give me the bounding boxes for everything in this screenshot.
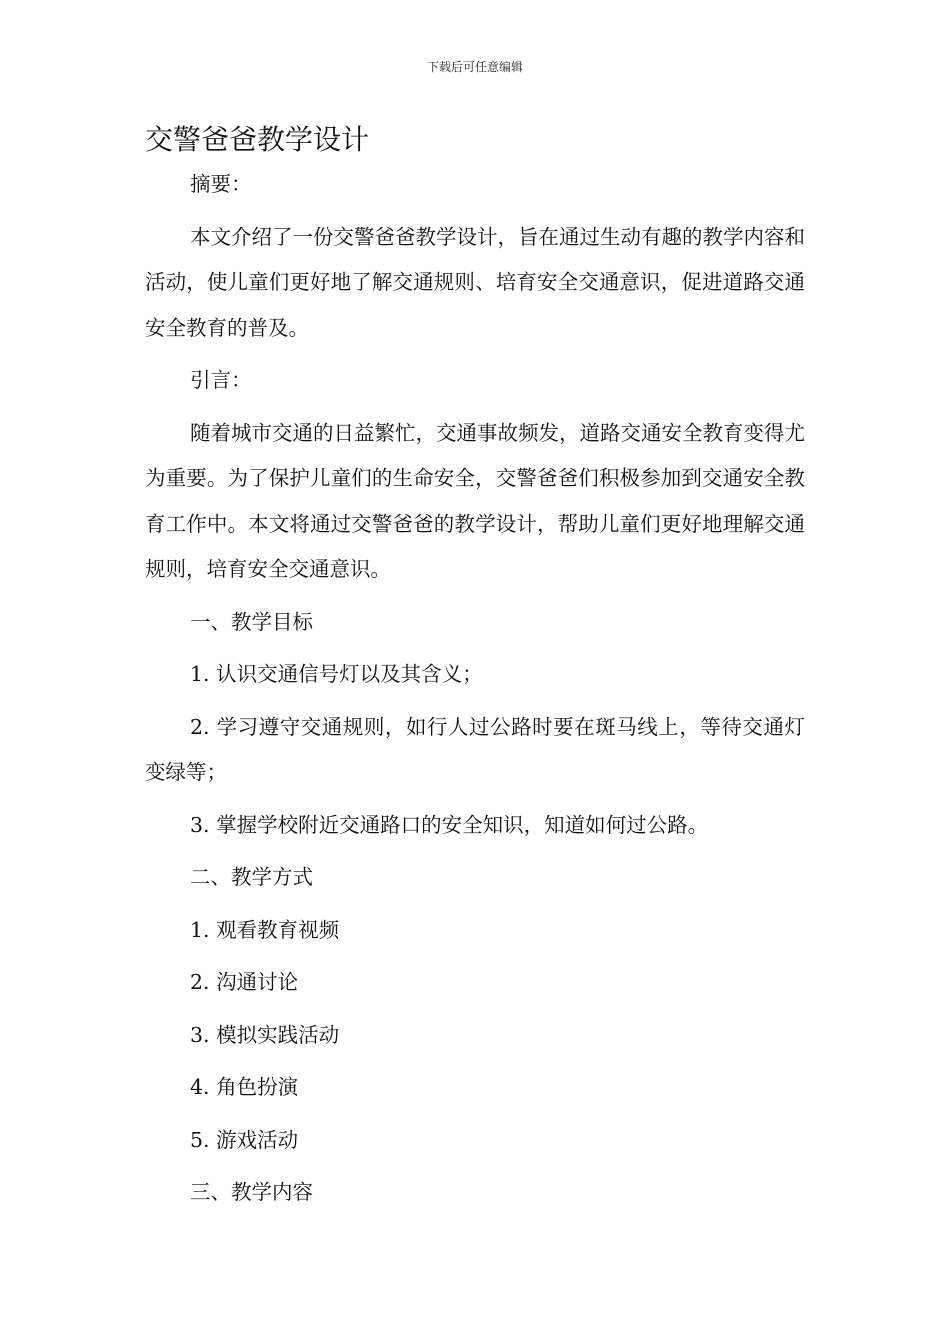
list-item: 3. 掌握学校附近交通路口的安全知识，知道如何过公路。: [190, 812, 709, 837]
section-heading-goals: 一、教学目标: [190, 609, 313, 634]
document-body: [145, 162, 805, 1223]
list-item: 3. 模拟实践活动: [190, 1022, 340, 1047]
intro-label: 引言：: [190, 368, 252, 392]
list-item: 1. 认识交通信号灯以及其含义；: [190, 662, 483, 686]
abstract-text: 本文介绍了一份交警爸爸教学设计，旨在通过生动有趣的教学内容和活动，使儿童们更好地了解交通规则、培育安全交通意识，促进道路交通安全教育的普及。: [145, 224, 805, 340]
list-item: 2. 学习遵守交通规则，如行人过公路时要在斑马线上，等待交通灯变绿等；: [145, 714, 805, 784]
intro-text: 随着城市交通的日益繁忙，交通事故频发，道路交通安全教育变得尤为重要。为了保护儿童们的生命安全，交警爸爸们积极参加到交通安全教育工作中。本文将通过交警爸爸的教学设计，帮助儿童们更好地理解交通规则，培育安全交通意识。: [145, 420, 805, 581]
list-item: 5. 游戏活动: [190, 1127, 299, 1152]
list-item: 4. 角色扮演: [190, 1075, 299, 1099]
section-heading-methods: 二、教学方式: [190, 865, 313, 889]
abstract-label: 摘要：: [190, 172, 252, 196]
page-title: 交警爸爸教学设计: [145, 123, 370, 156]
list-item: 2. 沟通讨论: [190, 970, 299, 994]
header-note: 下载后可任意编辑: [426, 60, 523, 74]
section-heading-content: 三、教学内容: [190, 1180, 313, 1204]
list-item: 1. 观看教育视频: [190, 917, 340, 942]
